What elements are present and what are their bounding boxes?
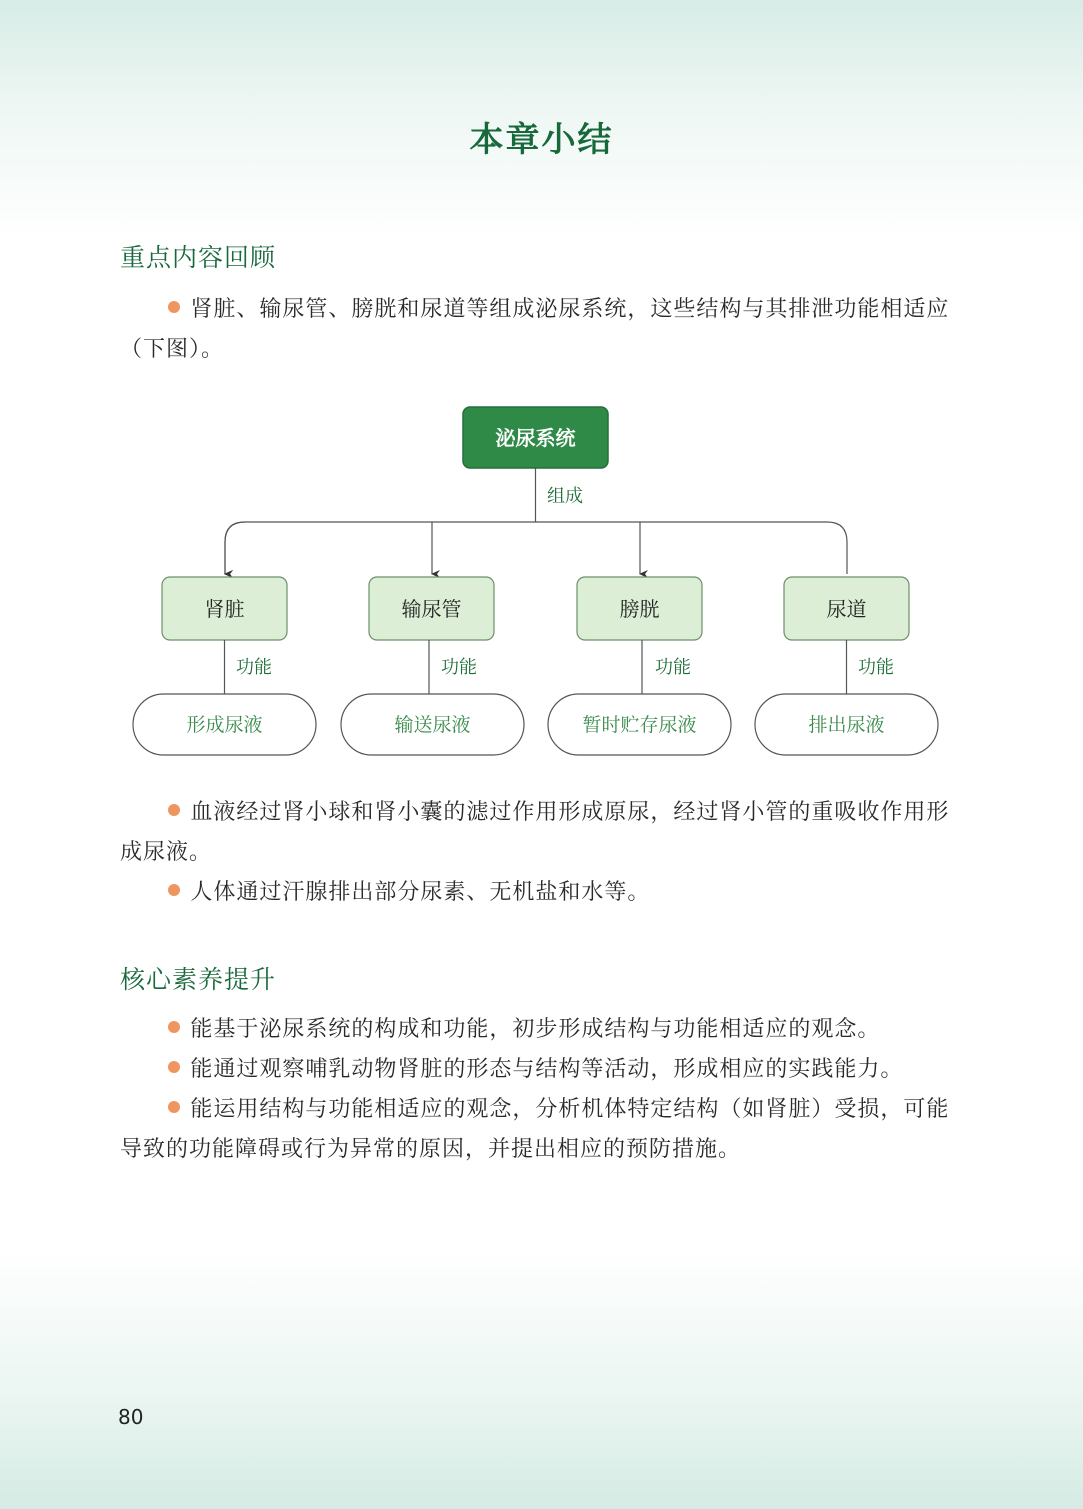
- section-heading-competency: 核心素养提升: [120, 965, 277, 994]
- page-title: 本章小结: [469, 120, 614, 160]
- bullet-icon: [168, 1021, 180, 1033]
- function-edge-label: 功能: [236, 657, 272, 678]
- organ-label-bladder: 膀胱: [619, 597, 660, 621]
- competency-paragraph-1: 能基于泌尿系统的构成和功能，初步形成结构与功能相适应的观念。: [120, 1010, 955, 1050]
- function-label-ureter: 输送尿液: [394, 714, 471, 736]
- branch-connector-left: [225, 522, 245, 574]
- competency-paragraph-3: 能运用结构与功能相适应的观念，分析机体特定结构（如肾脏）受损，可能导致的功能障碍或行为异常的原因，并提出相应的预防措施。: [120, 1097, 950, 1162]
- competency-paragraph-2: 能通过观察哺乳动物肾脏的形态与结构等活动，形成相应的实践能力。: [120, 1050, 955, 1090]
- function-label-urethra: 排出尿液: [808, 714, 885, 736]
- bullet-icon: [168, 804, 180, 816]
- section-heading-review: 重点内容回顾: [120, 243, 277, 272]
- bullet-icon: [168, 1061, 180, 1073]
- function-edge-label: 功能: [858, 657, 894, 678]
- review-paragraph-1: 肾脏、输尿管、膀胱和尿道等组成泌尿系统，这些结构与其排泄功能相适应（下图）。: [120, 297, 950, 362]
- page-number: 80: [118, 1405, 144, 1429]
- function-edge-label: 功能: [441, 657, 477, 678]
- branch-connector: [225, 522, 847, 574]
- organ-label-urethra: 尿道: [826, 597, 867, 621]
- root-node-label: 泌尿系统: [495, 426, 576, 450]
- root-edge-label: 组成: [547, 486, 583, 507]
- review-paragraph-2: 血液经过肾小球和肾小囊的滤过作用形成原尿，经过肾小管的重吸收作用形成尿液。: [120, 800, 950, 865]
- function-edge-label: 功能: [655, 657, 691, 678]
- bullet-icon: [168, 884, 180, 896]
- function-label-bladder: 暂时贮存尿液: [582, 714, 697, 736]
- organ-label-ureter: 输尿管: [401, 597, 462, 621]
- bullet-icon: [168, 1101, 180, 1113]
- review-paragraph-3: 人体通过汗腺排出部分尿素、无机盐和水等。: [120, 873, 955, 913]
- organ-label-kidney: 肾脏: [204, 597, 245, 621]
- function-label-kidney: 形成尿液: [186, 714, 263, 736]
